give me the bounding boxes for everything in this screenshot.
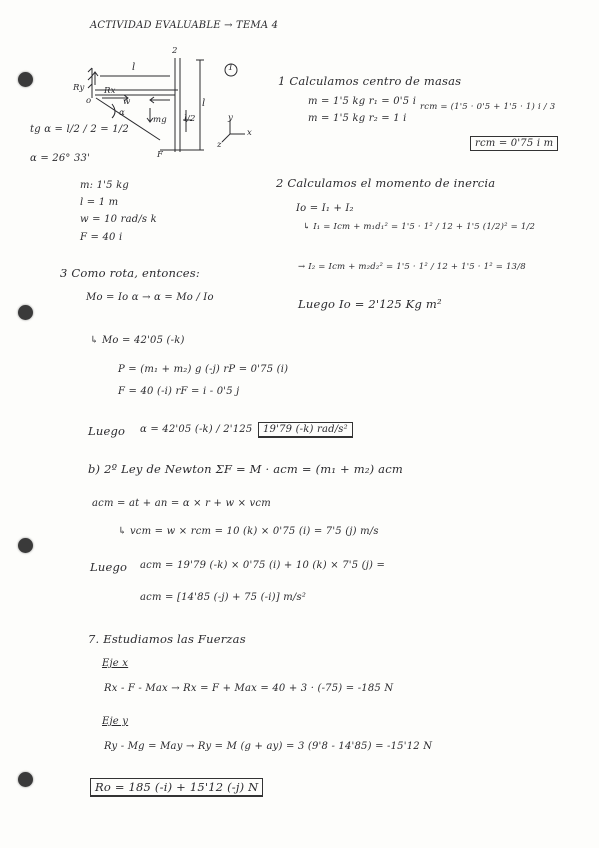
step3-equation: Mo = Io α → α = Mo / Io xyxy=(86,292,214,303)
forces-rx-equation: Rx - F - Max → Rx = F + Max = 40 + 3 · (-75) = -185 N xyxy=(104,683,394,694)
step3-alpha-formula: α = 42'05 (-k) / 2'125 xyxy=(140,424,253,435)
step3-weight: P = (m₁ + m₂) g (-j) rP = 0'75 (i) xyxy=(118,364,289,375)
step1-rcm-result: rcm = 0'75 i m xyxy=(470,136,558,151)
stepb-vcm: ↳ vcm = w × rcm = 10 (k) × 0'75 (i) = 7'5 (j) m/s xyxy=(118,526,379,537)
step3-force: F = 40 (-i) rF = i - 0'5 j xyxy=(118,386,240,397)
figure-label-mg: mg xyxy=(153,115,167,125)
figure-label-l-side: l xyxy=(202,98,206,109)
figure-label-y: y xyxy=(228,113,234,123)
step1-mass-1: m = 1'5 kg r₁ = 0'5 i xyxy=(308,96,417,107)
step3-moment: ↳ Mo = 42'05 (-k) xyxy=(90,335,185,346)
forces-ro-result: Ro = 185 (-i) + 15'12 (-j) N xyxy=(90,778,263,797)
step3-luego-label: Luego xyxy=(88,424,126,438)
given-mass: m: 1'5 kg xyxy=(80,180,129,191)
step1-rcm-formula: rcm = (1'5 · 0'5 + 1'5 · 1) i / 3 xyxy=(420,102,556,112)
figure-label-l-top: l xyxy=(132,62,136,73)
tangent-alpha: tg α = l/2 / 2 = 1/2 xyxy=(30,124,129,135)
stepb-acm-result: acm = [14'85 (-j) + 75 (-i)] m/s² xyxy=(140,592,307,603)
figure-label-f: F xyxy=(157,150,164,160)
given-length: l = 1 m xyxy=(80,197,119,208)
figure-label-x: x xyxy=(247,128,252,138)
figure-label-z: z xyxy=(217,140,222,150)
forces-eje-x: Eje x xyxy=(102,658,129,669)
step3-heading: 3 Como rota, entonces: xyxy=(60,266,200,280)
figure-label-rx: Rx xyxy=(104,86,116,96)
step2-i2: → I₂ = Icm + m₂d₂² = 1'5 · 1² / 12 + 1'5 · 1² = 13/8 xyxy=(298,262,526,272)
figure-label-ry: Ry xyxy=(73,83,85,93)
figure-label-alpha: α xyxy=(119,108,125,118)
figure-label-l-half: l/2 xyxy=(184,114,196,124)
given-force: F = 40 i xyxy=(80,232,123,243)
step1-heading: 1 Calculamos centro de masas xyxy=(278,74,462,88)
step3-alpha-result: 19'79 (-k) rad/s² xyxy=(258,422,353,438)
step2-heading: 2 Calculamos el momento de inercia xyxy=(276,176,496,190)
forces-heading: 7. Estudiamos las Fuerzas xyxy=(88,632,246,646)
step2-io: Io = I₁ + I₂ xyxy=(296,203,354,214)
forces-ry-equation: Ry - Mg = May → Ry = M (g + ay) = 3 (9'8 - 14'85) = -15'12 N xyxy=(104,741,433,752)
figure-label-1-circled: 1 xyxy=(228,63,234,73)
figure-label-w: w xyxy=(123,97,131,107)
step1-mass-2: m = 1'5 kg r₂ = 1 i xyxy=(308,113,407,124)
stepb-luego-label: Luego xyxy=(90,560,128,574)
step2-i1: ↳ I₁ = Icm + m₁d₁² = 1'5 · 1² / 12 + 1'5 (1/2)² = 1/2 xyxy=(303,222,536,232)
figure-label-2: 2 xyxy=(172,46,178,56)
alpha-value: α = 26° 33' xyxy=(30,153,91,164)
given-omega: w = 10 rad/s k xyxy=(80,214,157,225)
step2-result: Luego Io = 2'125 Kg m² xyxy=(298,297,442,311)
stepb-acm-equation: acm = 19'79 (-k) × 0'75 (i) + 10 (k) × 7'5 (j) = xyxy=(140,560,386,571)
stepb-acm: acm = at + an = α × r + w × vcm xyxy=(92,498,271,509)
page-title: ACTIVIDAD EVALUABLE → TEMA 4 xyxy=(90,20,279,31)
figure-label-o: o xyxy=(86,96,92,106)
stepb-heading: b) 2º Ley de Newton ΣF = M · acm = (m₁ + m₂) acm xyxy=(88,462,403,476)
forces-eje-y: Eje y xyxy=(102,716,129,727)
